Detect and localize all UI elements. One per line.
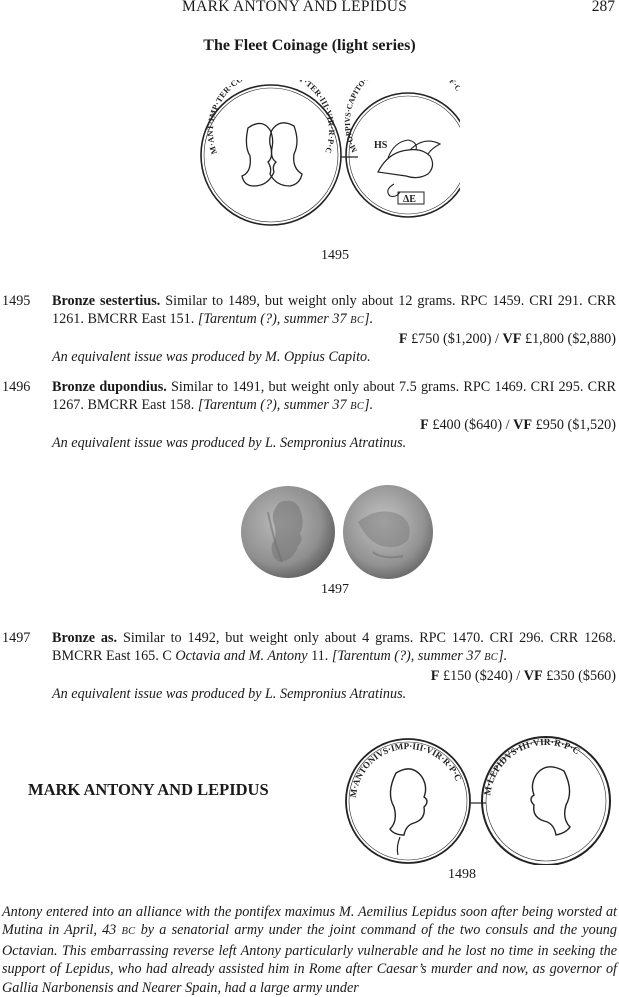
price-line: F £750 ($1,200) / VF £1,800 ($2,880) (398, 331, 616, 347)
coin-drawing-1495 (198, 80, 460, 230)
entry-title: Bronze sestertius. (52, 293, 161, 309)
entry-note: An equivalent issue was produced by L. Sempronius Atratinus. (52, 686, 407, 702)
intro-paragraph: Antony entered into an alliance with the pontifex maximus M. Aemilius Lepidus soon after being worsted at Mutina in April, 43 BC by a senatorial army under the joint command of the two consuls and the young Octavian. This embarrassing reverse left Antony particularly vulnerable and he lost no time in seeking the support of Lepidus, who had already assisted him in Rome after Caesar’s murder and now, as governor of Gallia Narbonensis and Nearer Spain, had a large army under (2, 904, 617, 996)
coin-1497-reverse (343, 485, 433, 579)
entry-note: An equivalent issue was produced by M. Oppius Capito. (52, 349, 371, 365)
coin-photo-1497 (238, 482, 438, 582)
page-number: 287 (591, 0, 615, 15)
running-head-title: MARK ANTONY AND LEPIDUS (182, 0, 408, 15)
coin-1498-reverse (482, 737, 610, 865)
catalogue-entry-1495: 1495 Bronze sestertius. Similar to 1489, but weight only about 12 grams. RPC 1459. CRI 291. CRR 1261. BMCRR East 151. [Tarentum (?), summer 37 BC]. F £750 ($1,200) / VF £1,800 ($2,880) An equivalent issue was produced by M. Oppius Capito. (2, 293, 616, 365)
coin-drawing-1498 (338, 735, 618, 865)
entry-title: Bronze as. (52, 630, 118, 646)
figure-caption-1498: 1498 (448, 867, 476, 882)
section-heading: MARK ANTONY AND LEPIDUS (28, 780, 269, 799)
catalogue-entry-1497: 1497 Bronze as. Similar to 1492, but weight only about 4 grams. RPC 1470. CRI 296. CRR 1268. BMCRR East 165. C Octavia and M. Antony 11. [Tarentum (?), summer 37 BC]. F £150 ($240) / VF £350 ($560) An equivalent issue was produced by L. Sempronius Atratinus. (2, 630, 616, 702)
entry-note: An equivalent issue was produced by L. Sempronius Atratinus. (52, 435, 407, 451)
coin-1495-obverse (201, 85, 341, 225)
coin-1498-obverse-legend: M·ANTONIVS·IMP·III·VIR·R·P·C (348, 740, 464, 799)
entry-number: 1497 (2, 630, 31, 646)
entry-title: Bronze dupondius. (52, 379, 167, 395)
figure-caption-1497: 1497 (321, 582, 349, 597)
figure-caption-1495: 1495 (321, 248, 349, 263)
running-head (0, 0, 619, 20)
price-line: F £150 ($240) / VF £350 ($560) (430, 668, 616, 684)
coin-1495-mark-hs: HS (374, 140, 388, 151)
catalogue-entry-1496: 1496 Bronze dupondius. Similar to 1491, but weight only about 7.5 grams. RPC 1469. CRI 295. CRR 1267. BMCRR East 158. [Tarentum (?), summer 37 BC]. F £400 ($640) / VF £950 ($1,520) An equivalent issue was produced by L. Sempronius Atratinus. (2, 379, 616, 451)
price-line: F £400 ($640) / VF £950 ($1,520) (420, 417, 616, 433)
entry-number: 1496 (2, 379, 31, 395)
section-title: The Fleet Coinage (light series) (203, 37, 416, 54)
coin-1495-mark-de: ΔE (403, 194, 416, 205)
coin-1497-obverse (241, 486, 335, 578)
entry-number: 1495 (2, 293, 31, 309)
coin-1495-reverse-legend: M·OPPIVS·CAPITO· F· (342, 80, 460, 154)
coin-1498-reverse-legend: M·LEPIDVS·III·VIR·R·P·C (483, 737, 582, 797)
coin-1495-obverse-legend: M·ANT·IMP·TER·C ·TER·III·VIR·R·P·C (205, 80, 337, 156)
coin-1498-obverse (346, 739, 470, 863)
